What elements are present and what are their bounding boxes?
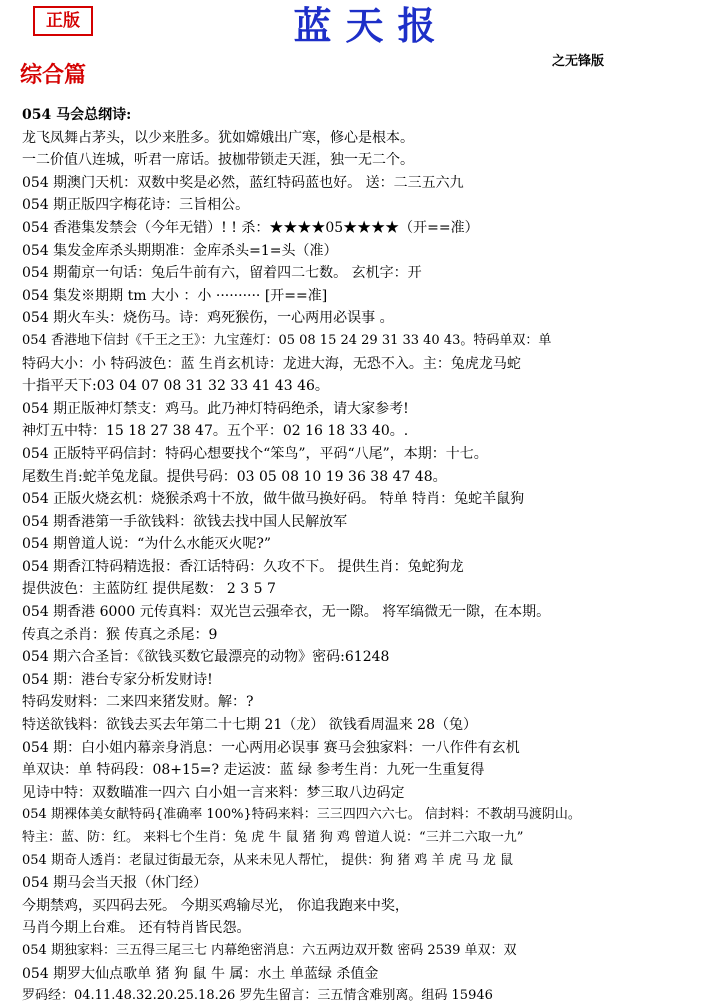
text-line: 054 期马会当天报（休门经） xyxy=(22,875,208,892)
text-line: 054 期：白小姐内幕亲身消息：一心两用必误事 赛马会独家料：一八作件有玄机 xyxy=(22,739,520,756)
text-line: 十指平天下:03 04 07 08 31 32 33 41 43 46。 xyxy=(22,378,329,395)
text-line: 提供波色：主蓝防红 提供尾数： 2 3 5 7 xyxy=(22,581,276,598)
text-line: 054 期澳门天机：双数中奖是必然，蓝红特码蓝也好。 送：二三五六九 xyxy=(22,174,464,191)
text-line: 今期禁鸡，买四码去死。 今期买鸡输尽光， 你追我跑来中奖， xyxy=(22,897,409,914)
text-line: 054 期葡京一句话：兔后牛前有六，留着四二七数。 玄机字：开 xyxy=(22,265,422,282)
text-line: 龙飞凤舞占茅头，以少来胜多。犹如嫦娥出广寒，修心是根本。 xyxy=(22,129,414,146)
text-line: 054 期独家料：三五得三尾三七 内幕绝密消息：六五两边双开数 密码 2539 单双：双 xyxy=(22,942,517,958)
text-line: 054 期六合圣旨：《欲钱买数它最漂亮的动物》密码:61248 xyxy=(22,649,390,666)
content-lines xyxy=(22,104,712,1008)
text-line: 054 期裸体美女献特码{准确率 100%}特码来料：三三四四六六七。 信封料：不教胡马渡阴山。 xyxy=(22,807,581,823)
text-line: 神灯五中特：15 18 27 38 47。五个平：02 16 18 33 40。. xyxy=(22,423,409,440)
text-line: 054 期正版四字梅花诗：三旨相公。 xyxy=(22,197,250,214)
newspaper-title: 蓝天报 xyxy=(293,3,450,48)
text-line: 054 期罗大仙点歌单 猪 狗 鼠 牛 属：水土 单蓝绿 杀值金 xyxy=(22,965,379,982)
text-line: 传真之杀肖：猴 传真之杀尾：9 xyxy=(22,626,218,643)
text-line: 054 正版火烧玄机：烧猴杀鸡十不放，做牛做马换好码。 特单 特肖：兔蛇羊鼠狗 xyxy=(22,491,525,508)
text-line: 054 香港集发禁会（今年无错）! ! 杀：★★★★05★★★★（开==准） xyxy=(22,219,479,236)
text-line: 单双诀：单 特码段：08+15=? 走运波：蓝 绿 参考生肖：九死一生重复得 xyxy=(22,762,485,779)
text-line: 054 集发※期期 tm 大小 ：小 ·········· [开==准] xyxy=(22,287,328,304)
text-line: 054 期香港 6000 元传真料：双光岂云强牵衣，无一隙。 将军缟微无一隙，在本期。 xyxy=(22,604,551,621)
text-line: 一二价值八连城，听君一席话。披枷带锁走天涯，独一无二个。 xyxy=(22,152,414,169)
section-heading: 综合篇 xyxy=(20,62,87,88)
text-line: 特码发财料：二来四来猪发财。解：? xyxy=(22,694,254,711)
text-line: 054 期火车头：烧伤马。诗：鸡死猴伤，一心两用必误事 。 xyxy=(22,310,394,327)
text-line: 特送欲钱料：欲钱去买去年第二十七期 21（龙） 欲钱看周温来 28（兔） xyxy=(22,717,477,734)
text-line: 马肖今期上台难。 还有特肖皆民怨。 xyxy=(22,920,251,937)
genuine-edition-badge: 正版 xyxy=(33,6,93,36)
text-line: 054 期香江特码精选报：香江话特码：久攻不下。 提供生肖：兔蛇狗龙 xyxy=(22,558,464,575)
text-line: 尾数生肖:蛇羊兔龙鼠。提供号码：03 05 08 10 19 36 38 47 48。 xyxy=(22,468,447,485)
text-line: 054 集发金库杀头期期准：金库杀头=1=头（准） xyxy=(22,242,338,259)
text-line: 054 马会总纲诗: xyxy=(22,107,132,123)
text-line: 054 期曾道人说：“为什么水能灭火呢?” xyxy=(22,536,271,553)
text-line: 罗码经：04.11.48.32.20.25.18.26 罗先生留言：三五情含难别离。组码 15946 xyxy=(22,988,493,1004)
text-line: 特码大小：小 特码波色：蓝 生肖玄机诗：龙进大海，无恐不入。主：兔虎龙马蛇 xyxy=(22,355,521,372)
text-line: 054 正版特平码信封：特码心想要找个“笨鸟”，平码“八尾”，本期：十七。 xyxy=(22,445,488,462)
text-line: 054 期：港台专家分析发财诗! xyxy=(22,671,213,688)
text-line: 054 期奇人透肖：老鼠过街最无奈，从来未见人帮忙， 提供：狗 猪 鸡 羊 虎 马 龙 鼠 xyxy=(22,852,514,868)
text-line: 054 香港地下信封《千王之王》：九宝莲灯：05 08 15 24 29 31 33 40 43。特码单双：单 xyxy=(22,332,552,348)
text-line: 054 期正版神灯禁支：鸡马。此乃神灯特码绝杀，请大家参考! xyxy=(22,400,409,417)
text-line: 特主：蓝、防：红。 来料七个生肖：兔 虎 牛 鼠 猪 狗 鸡 曾道人说：“三并二六取一九” xyxy=(22,830,524,845)
text-line: 见诗中特：双数瞄准一四六 白小姐一言来料：梦三取八边码定 xyxy=(22,784,405,801)
edition-label: 之无锋版 xyxy=(552,54,605,69)
text-line: 054 期香港第一手欲钱料：欲钱去找中国人民解放军 xyxy=(22,513,348,530)
